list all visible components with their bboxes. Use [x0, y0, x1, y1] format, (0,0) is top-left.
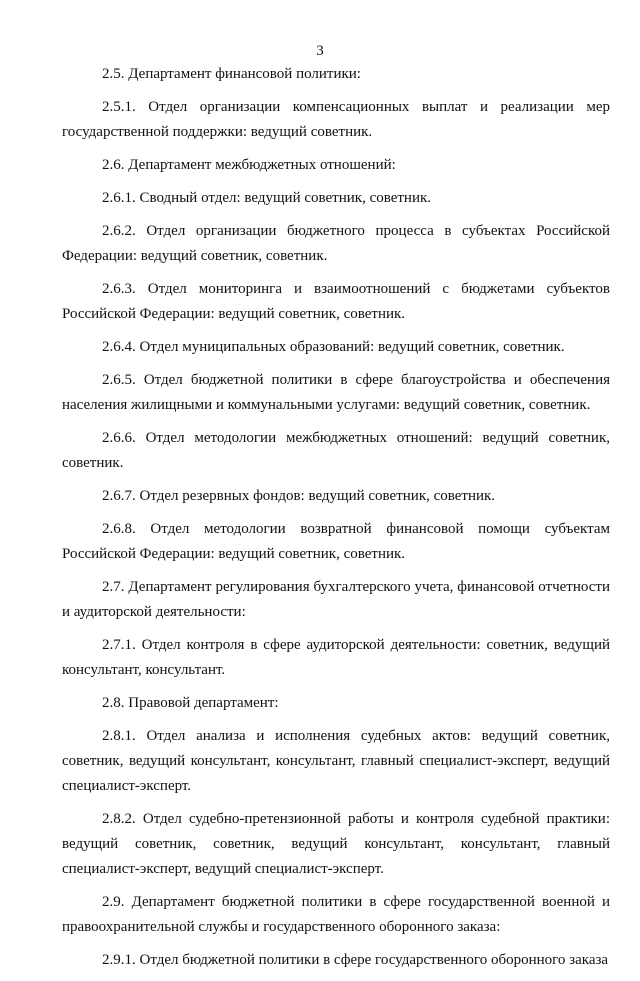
paragraph-2-8-1: 2.8.1. Отдел анализа и исполнения судебных актов: ведущий советник, советник, ведущий консультант, консультант, главный специалист-эксперт, ведущий специалист-эксперт. [62, 728, 610, 794]
paragraph-2-6-5: 2.6.5. Отдел бюджетной политики в сфере благоустройства и обеспечения населения жилищными и коммунальными услугами: ведущий советник, советник. [62, 372, 610, 413]
paragraph-2-6-2: 2.6.2. Отдел организации бюджетного процесса в субъектах Российской Федерации: ведущий советник, советник. [62, 223, 610, 264]
paragraph-2-9-1: 2.9.1. Отдел бюджетной политики в сфере государственного оборонного заказа [102, 952, 609, 968]
paragraph-2-6-4: 2.6.4. Отдел муниципальных образований: ведущий советник, советник. [102, 339, 565, 355]
paragraph-2-8-2: 2.8.2. Отдел судебно-претензионной работы и контроля судебной практики: ведущий советник, советник, ведущий консультант, консультант, главный специалист-эксперт, ведущий специалист-эксперт. [62, 811, 610, 877]
paragraph-2-9: 2.9. Департамент бюджетной политики в сфере государственной военной и правоохранительной службы и государственного оборонного заказа: [62, 894, 610, 935]
paragraph-2-7: 2.7. Департамент регулирования бухгалтерского учета, финансовой отчетности и аудиторской деятельности: [62, 579, 610, 620]
paragraph-2-5: 2.5. Департамент финансовой политики: [102, 66, 361, 82]
paragraph-2-6-6: 2.6.6. Отдел методологии межбюджетных отношений: ведущий советник, советник. [62, 430, 610, 471]
paragraph-2-5-1: 2.5.1. Отдел организации компенсационных выплат и реализации мер государственной поддержки: ведущий советник. [62, 99, 610, 140]
document-body [62, 62, 610, 981]
paragraph-2-6-1: 2.6.1. Сводный отдел: ведущий советник, советник. [102, 190, 432, 206]
page-number: 3 [316, 43, 324, 59]
paragraph-2-6-7: 2.6.7. Отдел резервных фондов: ведущий советник, советник. [102, 488, 496, 504]
paragraph-2-7-1: 2.7.1. Отдел контроля в сфере аудиторской деятельности: советник, ведущий консультант, консультант. [62, 637, 610, 678]
paragraph-2-6-3: 2.6.3. Отдел мониторинга и взаимоотношений с бюджетами субъектов Российской Федерации: ведущий советник, советник. [62, 281, 610, 322]
paragraph-2-8: 2.8. Правовой департамент: [102, 695, 279, 711]
paragraph-2-6-8: 2.6.8. Отдел методологии возвратной финансовой помощи субъектам Российской Федерации: ведущий советник, советник. [62, 521, 610, 562]
paragraph-2-6: 2.6. Департамент межбюджетных отношений: [102, 157, 396, 173]
